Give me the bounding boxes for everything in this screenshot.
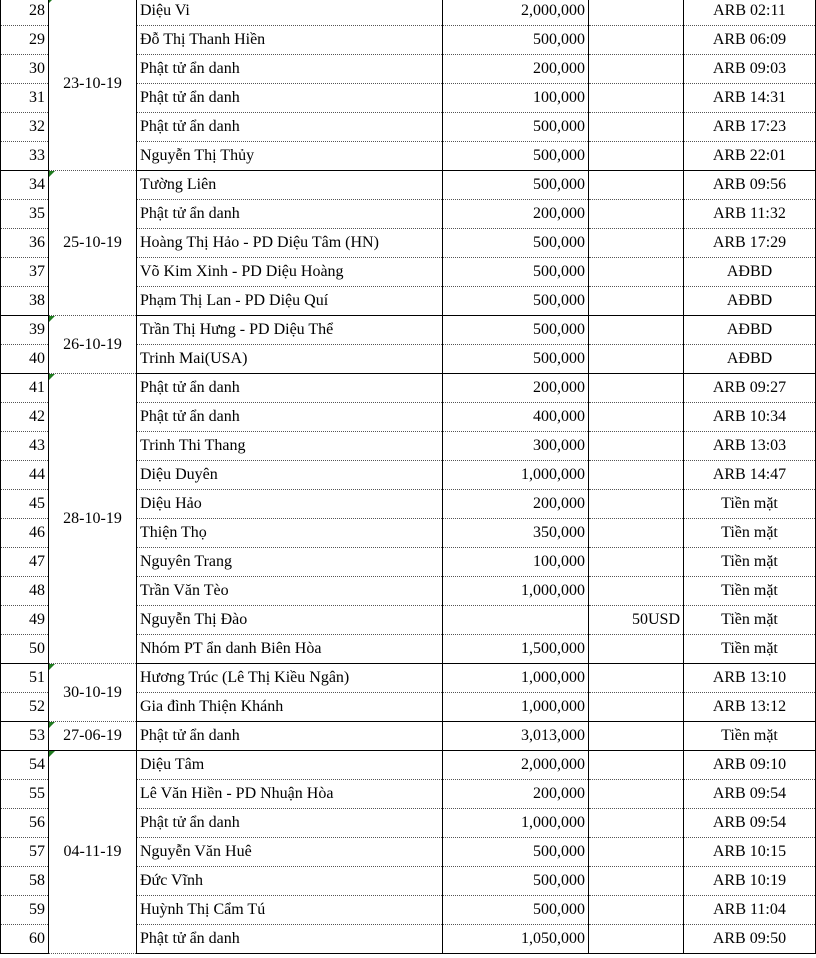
date-label: 26-10-19 bbox=[63, 335, 122, 353]
date-label: 28-10-19 bbox=[63, 509, 122, 527]
row-number-cell[interactable]: 47 bbox=[1, 548, 49, 577]
amount-vnd-cell[interactable]: 200,000 bbox=[443, 55, 589, 84]
payment-note-cell[interactable]: ARB 09:27 bbox=[684, 374, 816, 403]
donor-name-cell[interactable]: Hương Trúc (Lê Thị Kiều Ngân) bbox=[137, 664, 443, 693]
amount-vnd-cell[interactable]: 500,000 bbox=[443, 26, 589, 55]
row-number-cell[interactable]: 30 bbox=[1, 55, 49, 84]
row-number-cell[interactable]: 38 bbox=[1, 287, 49, 316]
amount-usd-cell[interactable] bbox=[589, 809, 684, 838]
amount-usd-cell[interactable] bbox=[589, 171, 684, 200]
payment-note-cell[interactable]: Tiền mặt bbox=[684, 635, 816, 664]
donor-name-cell[interactable]: Nguyễn Thị Thủy bbox=[137, 142, 443, 171]
amount-usd-cell[interactable] bbox=[589, 925, 684, 954]
amount-usd-cell[interactable] bbox=[589, 896, 684, 925]
donor-name-cell[interactable]: Diệu Vi bbox=[137, 0, 443, 26]
donor-name-cell[interactable]: Phật tử ẩn danh bbox=[137, 113, 443, 142]
payment-note-cell[interactable]: ARB 17:29 bbox=[684, 229, 816, 258]
amount-vnd-cell[interactable]: 2,000,000 bbox=[443, 751, 589, 780]
amount-vnd-cell[interactable]: 2,000,000 bbox=[443, 0, 589, 26]
amount-vnd-cell[interactable]: 1,000,000 bbox=[443, 693, 589, 722]
row-number-cell[interactable]: 48 bbox=[1, 577, 49, 606]
amount-vnd-cell[interactable]: 500,000 bbox=[443, 316, 589, 345]
amount-usd-cell[interactable] bbox=[589, 780, 684, 809]
row-number-cell[interactable]: 50 bbox=[1, 635, 49, 664]
row-number-cell[interactable]: 29 bbox=[1, 26, 49, 55]
amount-usd-cell[interactable] bbox=[589, 664, 684, 693]
donor-name-cell[interactable]: Trần Thị Hưng - PD Diệu Thể bbox=[137, 316, 443, 345]
payment-note-cell[interactable]: ARB 17:23 bbox=[684, 113, 816, 142]
donor-name-cell[interactable]: Nguyên Trang bbox=[137, 548, 443, 577]
date-label: 25-10-19 bbox=[63, 234, 122, 251]
payment-note-cell[interactable]: AĐBD bbox=[684, 316, 816, 345]
payment-note-cell[interactable]: ARB 10:34 bbox=[684, 403, 816, 432]
donor-name-cell[interactable]: Diệu Tâm bbox=[137, 751, 443, 780]
amount-vnd-cell[interactable]: 1,000,000 bbox=[443, 664, 589, 693]
donor-name-cell[interactable]: Nguyễn Văn Huê bbox=[137, 838, 443, 867]
payment-note-cell[interactable]: Tiền mặt bbox=[684, 548, 816, 577]
row-number-cell[interactable]: 45 bbox=[1, 490, 49, 519]
payment-note-cell[interactable]: ARB 09:54 bbox=[684, 809, 816, 838]
amount-vnd-cell[interactable]: 500,000 bbox=[443, 838, 589, 867]
amount-vnd-cell[interactable]: 200,000 bbox=[443, 490, 589, 519]
donor-name-cell[interactable]: Diệu Hảo bbox=[137, 490, 443, 519]
amount-usd-cell[interactable] bbox=[589, 345, 684, 374]
donor-name-cell[interactable]: Đỗ Thị Thanh Hiền bbox=[137, 26, 443, 55]
amount-usd-cell[interactable] bbox=[589, 287, 684, 316]
amount-usd-cell[interactable] bbox=[589, 461, 684, 490]
row-number-cell[interactable]: 60 bbox=[1, 925, 49, 954]
amount-usd-cell[interactable] bbox=[589, 113, 684, 142]
amount-usd-cell[interactable]: 50USD bbox=[589, 606, 684, 635]
amount-vnd-cell[interactable]: 500,000 bbox=[443, 171, 589, 200]
amount-usd-cell[interactable] bbox=[589, 432, 684, 461]
amount-usd-cell[interactable] bbox=[589, 26, 684, 55]
row-number-cell[interactable]: 37 bbox=[1, 258, 49, 287]
payment-note-cell[interactable]: ARB 09:10 bbox=[684, 751, 816, 780]
amount-vnd-cell[interactable]: 500,000 bbox=[443, 142, 589, 171]
row-number-cell[interactable]: 59 bbox=[1, 896, 49, 925]
amount-usd-cell[interactable] bbox=[589, 403, 684, 432]
row-number-cell[interactable]: 40 bbox=[1, 345, 49, 374]
row-number-cell[interactable]: 44 bbox=[1, 461, 49, 490]
payment-note-cell[interactable]: AĐBD bbox=[684, 258, 816, 287]
date-label: 23-10-19 bbox=[63, 74, 122, 92]
amount-usd-cell[interactable] bbox=[589, 142, 684, 171]
payment-note-cell[interactable]: Tiền mặt bbox=[684, 606, 816, 635]
row-number-cell[interactable]: 35 bbox=[1, 200, 49, 229]
amount-vnd-cell[interactable]: 350,000 bbox=[443, 519, 589, 548]
date-group-cell[interactable] bbox=[49, 664, 137, 722]
donor-name-cell[interactable]: Phật tử ẩn danh bbox=[137, 809, 443, 838]
payment-note-cell[interactable]: ARB 10:15 bbox=[684, 838, 816, 867]
amount-usd-cell[interactable] bbox=[589, 55, 684, 84]
payment-note-cell[interactable]: AĐBD bbox=[684, 345, 816, 374]
payment-note-cell[interactable]: ARB 09:56 bbox=[684, 171, 816, 200]
row-number-cell[interactable]: 49 bbox=[1, 606, 49, 635]
date-label: 30-10-19 bbox=[63, 683, 122, 701]
amount-usd-cell[interactable] bbox=[589, 519, 684, 548]
donor-name-cell[interactable]: Diệu Duyên bbox=[137, 461, 443, 490]
amount-vnd-cell[interactable]: 500,000 bbox=[443, 896, 589, 925]
amount-usd-cell[interactable] bbox=[589, 258, 684, 287]
amount-usd-cell[interactable] bbox=[589, 490, 684, 519]
row-number-cell[interactable]: 52 bbox=[1, 693, 49, 722]
amount-usd-cell[interactable] bbox=[589, 84, 684, 113]
donor-name-cell[interactable]: Trần Văn Tèo bbox=[137, 577, 443, 606]
donor-name-cell[interactable]: Phật tử ẩn danh bbox=[137, 55, 443, 84]
donor-name-cell[interactable]: Phạm Thị Lan - PD Diệu Quí bbox=[137, 287, 443, 316]
amount-vnd-cell[interactable]: 500,000 bbox=[443, 113, 589, 142]
payment-note-cell[interactable]: ARB 10:19 bbox=[684, 867, 816, 896]
payment-note-cell[interactable]: ARB 09:50 bbox=[684, 925, 816, 954]
amount-vnd-cell[interactable]: 300,000 bbox=[443, 432, 589, 461]
date-group-cell[interactable] bbox=[49, 0, 137, 171]
payment-note-cell[interactable]: ARB 02:11 bbox=[684, 0, 816, 26]
amount-usd-cell[interactable] bbox=[589, 374, 684, 403]
row-number-cell[interactable]: 33 bbox=[1, 142, 49, 171]
donor-name-cell[interactable]: Nguyễn Thị Đào bbox=[137, 606, 443, 635]
donor-name-cell[interactable]: Võ Kim Xinh - PD Diệu Hoàng bbox=[137, 258, 443, 287]
amount-usd-cell[interactable] bbox=[589, 838, 684, 867]
donor-name-cell[interactable]: Hoàng Thị Hảo - PD Diệu Tâm (HN) bbox=[137, 229, 443, 258]
row-number-cell[interactable]: 51 bbox=[1, 664, 49, 693]
row-number-cell[interactable]: 55 bbox=[1, 780, 49, 809]
row-number-cell[interactable]: 32 bbox=[1, 113, 49, 142]
row-number-cell[interactable]: 53 bbox=[1, 722, 49, 751]
amount-vnd-cell[interactable]: 500,000 bbox=[443, 867, 589, 896]
date-group-cell[interactable] bbox=[49, 374, 137, 664]
donor-name-cell[interactable]: Huỳnh Thị Cẩm Tú bbox=[137, 896, 443, 925]
payment-note-cell[interactable]: ARB 11:32 bbox=[684, 200, 816, 229]
row-number-cell[interactable]: 41 bbox=[1, 374, 49, 403]
table-row bbox=[1, 374, 816, 403]
amount-usd-cell[interactable] bbox=[589, 548, 684, 577]
amount-vnd-cell[interactable]: 1,500,000 bbox=[443, 635, 589, 664]
amount-vnd-cell[interactable]: 500,000 bbox=[443, 345, 589, 374]
amount-vnd-cell[interactable]: 500,000 bbox=[443, 229, 589, 258]
row-number-cell[interactable]: 28 bbox=[1, 0, 49, 26]
table-row bbox=[1, 0, 816, 26]
row-number-cell[interactable]: 34 bbox=[1, 171, 49, 200]
row-number-cell[interactable]: 43 bbox=[1, 432, 49, 461]
table-row bbox=[1, 722, 816, 751]
amount-usd-cell[interactable] bbox=[589, 751, 684, 780]
row-number-cell[interactable]: 54 bbox=[1, 751, 49, 780]
donor-name-cell[interactable]: Phật tử ẩn danh bbox=[137, 374, 443, 403]
payment-note-cell[interactable]: Tiền mặt bbox=[684, 519, 816, 548]
payment-note-cell[interactable]: ARB 09:03 bbox=[684, 55, 816, 84]
donor-name-cell[interactable]: Phật tử ẩn danh bbox=[137, 200, 443, 229]
payment-note-cell[interactable]: ARB 06:09 bbox=[684, 26, 816, 55]
donor-name-cell[interactable]: Trinh Mai(USA) bbox=[137, 345, 443, 374]
amount-usd-cell[interactable] bbox=[589, 0, 684, 26]
table-body bbox=[1, 0, 816, 954]
table-row bbox=[1, 171, 816, 200]
amount-vnd-cell[interactable]: 3,013,000 bbox=[443, 722, 589, 751]
date-group-cell[interactable] bbox=[49, 751, 137, 954]
amount-vnd-cell[interactable]: 500,000 bbox=[443, 258, 589, 287]
donor-name-cell[interactable]: Đức Vĩnh bbox=[137, 867, 443, 896]
date-group-cell[interactable] bbox=[49, 722, 137, 751]
date-label: 04-11-19 bbox=[63, 843, 122, 860]
amount-usd-cell[interactable] bbox=[589, 867, 684, 896]
amount-vnd-cell[interactable]: 100,000 bbox=[443, 84, 589, 113]
amount-usd-cell[interactable] bbox=[589, 635, 684, 664]
amount-vnd-cell[interactable] bbox=[443, 606, 589, 635]
table-row bbox=[1, 316, 816, 345]
payment-note-cell[interactable]: ARB 14:31 bbox=[684, 84, 816, 113]
donor-name-cell[interactable]: Nhóm PT ẩn danh Biên Hòa bbox=[137, 635, 443, 664]
payment-note-cell[interactable]: ARB 13:12 bbox=[684, 693, 816, 722]
row-number-cell[interactable]: 46 bbox=[1, 519, 49, 548]
amount-vnd-cell[interactable]: 500,000 bbox=[443, 287, 589, 316]
row-number-cell[interactable]: 58 bbox=[1, 867, 49, 896]
amount-vnd-cell[interactable]: 400,000 bbox=[443, 403, 589, 432]
amount-vnd-cell[interactable]: 1,000,000 bbox=[443, 461, 589, 490]
amount-usd-cell[interactable] bbox=[589, 722, 684, 751]
row-number-cell[interactable]: 39 bbox=[1, 316, 49, 345]
date-label: 27-06-19 bbox=[63, 727, 122, 744]
payment-note-cell[interactable]: ARB 11:04 bbox=[684, 896, 816, 925]
payment-note-cell[interactable]: ARB 09:54 bbox=[684, 780, 816, 809]
row-number-cell[interactable]: 57 bbox=[1, 838, 49, 867]
amount-vnd-cell[interactable]: 1,000,000 bbox=[443, 809, 589, 838]
payment-note-cell[interactable]: ARB 13:03 bbox=[684, 432, 816, 461]
amount-vnd-cell[interactable]: 200,000 bbox=[443, 374, 589, 403]
row-number-cell[interactable]: 56 bbox=[1, 809, 49, 838]
payment-note-cell[interactable]: ARB 22:01 bbox=[684, 142, 816, 171]
table-row bbox=[1, 751, 816, 780]
amount-vnd-cell[interactable]: 200,000 bbox=[443, 780, 589, 809]
donor-name-cell[interactable]: Thiện Thọ bbox=[137, 519, 443, 548]
donor-name-cell[interactable]: Phật tử ẩn danh bbox=[137, 722, 443, 751]
amount-usd-cell[interactable] bbox=[589, 577, 684, 606]
table-row bbox=[1, 664, 816, 693]
donor-name-cell[interactable]: Gia đình Thiện Khánh bbox=[137, 693, 443, 722]
amount-vnd-cell[interactable]: 100,000 bbox=[443, 548, 589, 577]
payment-note-cell[interactable]: ARB 13:10 bbox=[684, 664, 816, 693]
payment-note-cell[interactable]: AĐBD bbox=[684, 287, 816, 316]
donor-name-cell[interactable]: Tường Liên bbox=[137, 171, 443, 200]
amount-usd-cell[interactable] bbox=[589, 200, 684, 229]
payment-note-cell[interactable]: Tiền mặt bbox=[684, 722, 816, 751]
amount-usd-cell[interactable] bbox=[589, 316, 684, 345]
donor-name-cell[interactable]: Phật tử ẩn danh bbox=[137, 403, 443, 432]
donor-name-cell[interactable]: Phật tử ẩn danh bbox=[137, 925, 443, 954]
amount-usd-cell[interactable] bbox=[589, 229, 684, 258]
donor-name-cell[interactable]: Trinh Thi Thang bbox=[137, 432, 443, 461]
row-number-cell[interactable]: 31 bbox=[1, 84, 49, 113]
payment-note-cell[interactable]: ARB 14:47 bbox=[684, 461, 816, 490]
donor-name-cell[interactable]: Phật tử ẩn danh bbox=[137, 84, 443, 113]
row-number-cell[interactable]: 36 bbox=[1, 229, 49, 258]
payment-note-cell[interactable]: Tiền mặt bbox=[684, 577, 816, 606]
date-group-cell[interactable] bbox=[49, 316, 137, 374]
payment-note-cell[interactable]: Tiền mặt bbox=[684, 490, 816, 519]
row-number-cell[interactable]: 42 bbox=[1, 403, 49, 432]
amount-vnd-cell[interactable]: 1,050,000 bbox=[443, 925, 589, 954]
amount-vnd-cell[interactable]: 1,000,000 bbox=[443, 577, 589, 606]
date-group-cell[interactable] bbox=[49, 171, 137, 316]
amount-vnd-cell[interactable]: 200,000 bbox=[443, 200, 589, 229]
donor-name-cell[interactable]: Lê Văn Hiền - PD Nhuận Hòa bbox=[137, 780, 443, 809]
amount-usd-cell[interactable] bbox=[589, 693, 684, 722]
